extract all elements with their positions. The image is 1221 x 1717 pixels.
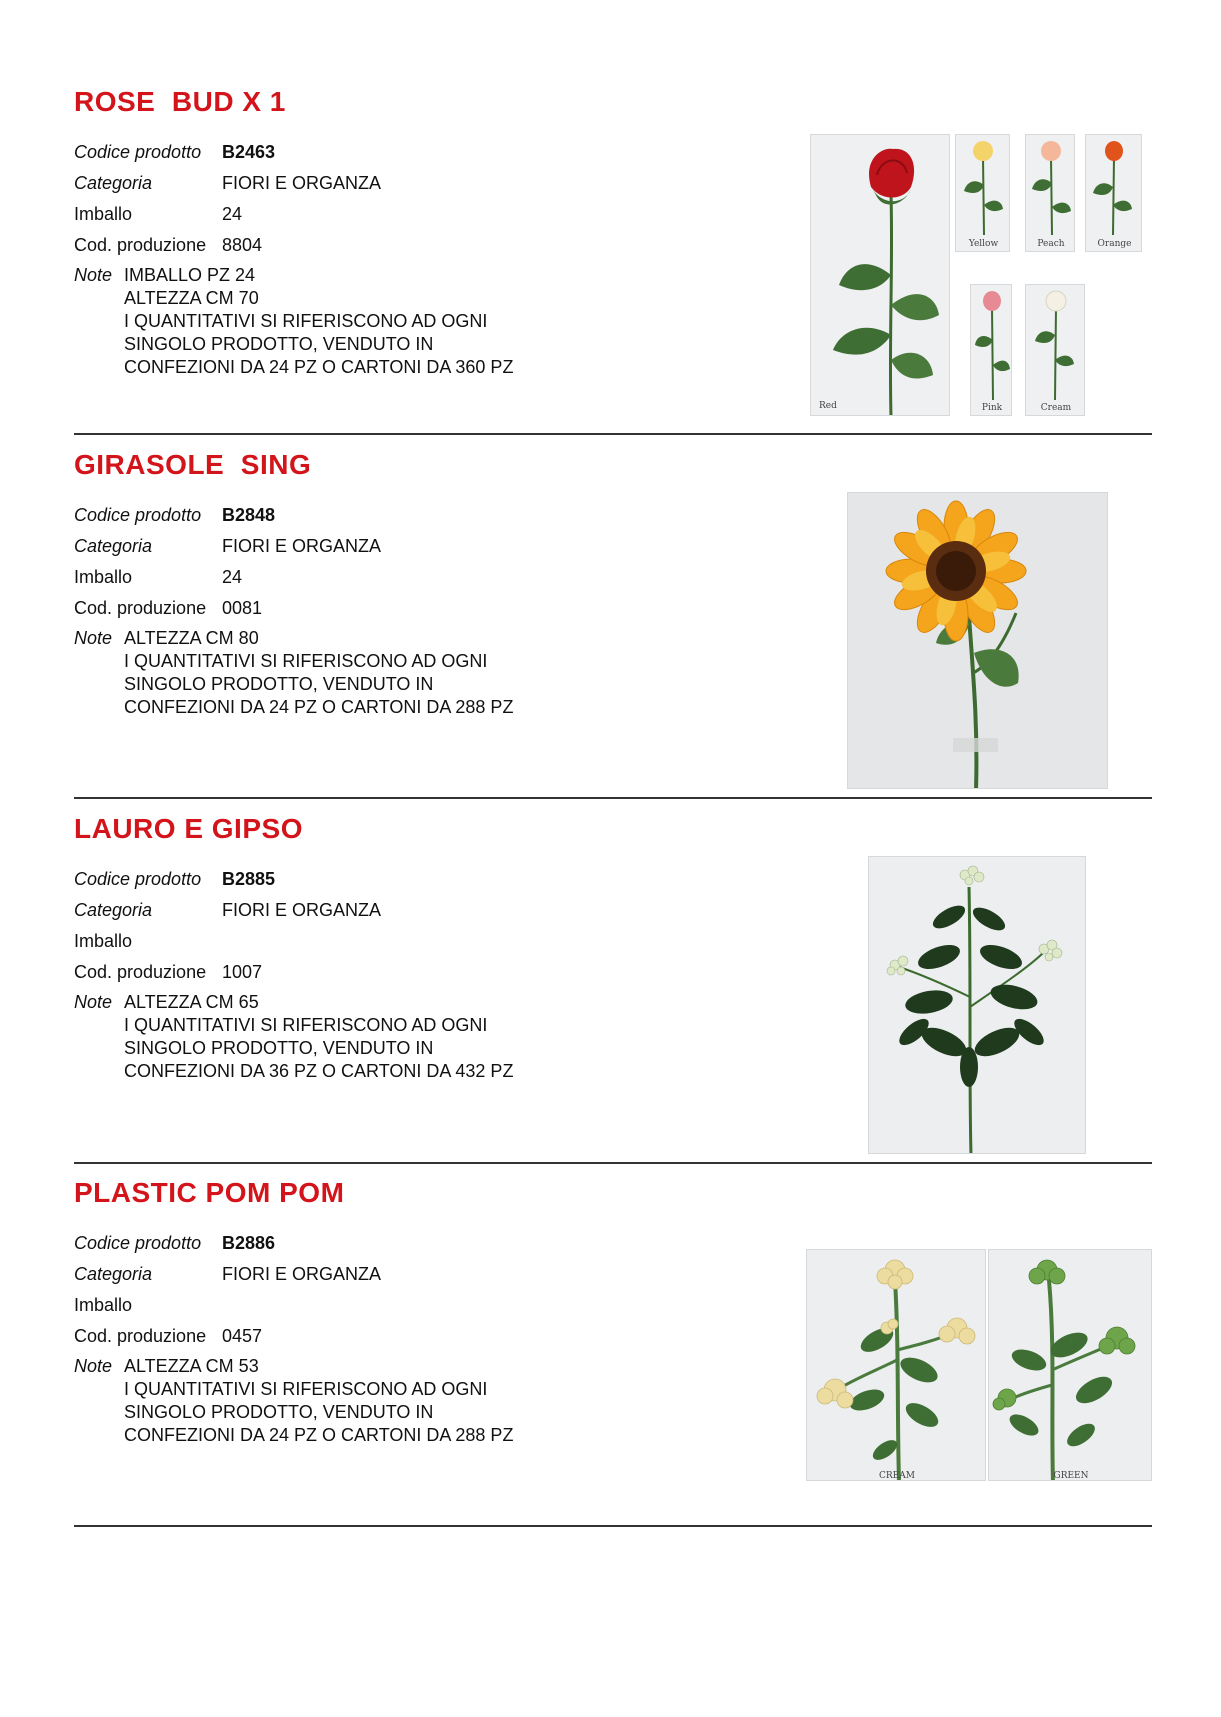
sunflower-photo: [847, 492, 1108, 789]
note-label: Note: [74, 1356, 113, 1376]
rose-pink-photo: [970, 284, 1012, 416]
imballo-value: 24: [222, 204, 243, 224]
note-line: SINGOLO PRODOTTO, VENDUTO IN: [124, 334, 434, 354]
section-divider: [74, 797, 1152, 799]
note-label: Note: [74, 992, 113, 1012]
product-title: LAURO E GIPSO: [74, 813, 303, 844]
note-line: CONFEZIONI DA 24 PZ O CARTONI DA 360 PZ: [124, 357, 514, 377]
codice-value: B2886: [222, 1233, 276, 1253]
caption-yellow: Yellow: [968, 239, 999, 249]
cod-produzione-value: 0457: [222, 1326, 263, 1346]
categoria-label: Categoria: [74, 900, 153, 920]
note-line: ALTEZZA CM 53: [124, 1356, 259, 1376]
imballo-label: Imballo: [74, 931, 133, 951]
note-text: [124, 627, 513, 719]
note-line: I QUANTITATIVI SI RIFERISCONO AD OGNI: [124, 311, 488, 331]
cod-produzione-value: 8804: [222, 235, 263, 255]
note-line: SINGOLO PRODOTTO, VENDUTO IN: [124, 1402, 434, 1422]
categoria-value: FIORI E ORGANZA: [222, 173, 382, 193]
note-line: ALTEZZA CM 70: [124, 288, 259, 308]
rose-peach-photo: [1025, 134, 1075, 252]
caption-peach: Peach: [1037, 239, 1065, 249]
note-line: IMBALLO PZ 24: [124, 265, 256, 285]
cod-produzione-value: 1007: [222, 962, 263, 982]
product-title: ROSE BUD X 1: [74, 86, 286, 117]
note-label: Note: [74, 628, 113, 648]
codice-label: Codice prodotto: [74, 1233, 202, 1253]
rose-red-photo: [810, 134, 950, 416]
section-divider: [74, 1525, 1152, 1527]
note-line: SINGOLO PRODOTTO, VENDUTO IN: [124, 1038, 434, 1058]
imballo-label: Imballo: [74, 1295, 133, 1315]
note-line: ALTEZZA CM 65: [124, 992, 259, 1012]
note-line: CONFEZIONI DA 24 PZ O CARTONI DA 288 PZ: [124, 1425, 514, 1445]
categoria-value: FIORI E ORGANZA: [222, 900, 382, 920]
product-title: GIRASOLE SING: [74, 449, 312, 480]
imballo-label: Imballo: [74, 204, 133, 224]
rose-yellow-photo: [955, 134, 1010, 252]
cod-produzione-label: Cod. produzione: [74, 962, 207, 982]
pom-pom-cream-photo: [806, 1249, 986, 1481]
caption-green: GREEN: [1053, 1471, 1089, 1481]
codice-value: B2463: [222, 142, 276, 162]
cod-produzione-label: Cod. produzione: [74, 598, 207, 618]
note-line: SINGOLO PRODOTTO, VENDUTO IN: [124, 674, 434, 694]
categoria-label: Categoria: [74, 536, 153, 556]
codice-label: Codice prodotto: [74, 869, 202, 889]
cod-produzione-value: 0081: [222, 598, 263, 618]
rose-cream-photo: [1025, 284, 1085, 416]
pom-pom-green-photo: [988, 1249, 1152, 1481]
caption-pink: Pink: [981, 403, 1003, 413]
note-text: [124, 991, 513, 1083]
note-text: [124, 264, 513, 379]
caption-orange: Orange: [1097, 239, 1132, 249]
imballo-label: Imballo: [74, 567, 133, 587]
categoria-value: FIORI E ORGANZA: [222, 536, 382, 556]
lauro-gipso-photo: [868, 856, 1086, 1154]
product-title: PLASTIC POM POM: [74, 1177, 345, 1208]
section-divider: [74, 433, 1152, 435]
note-label: Note: [74, 265, 113, 285]
cod-produzione-label: Cod. produzione: [74, 1326, 207, 1346]
note-line: I QUANTITATIVI SI RIFERISCONO AD OGNI: [124, 651, 488, 671]
imballo-value: 24: [222, 567, 243, 587]
section-divider: [74, 1162, 1152, 1164]
codice-value: B2848: [222, 505, 276, 525]
codice-label: Codice prodotto: [74, 142, 202, 162]
note-line: CONFEZIONI DA 24 PZ O CARTONI DA 288 PZ: [124, 697, 514, 717]
caption-cream: CREAM: [879, 1471, 915, 1481]
note-line: I QUANTITATIVI SI RIFERISCONO AD OGNI: [124, 1379, 488, 1399]
note-text: [124, 1355, 513, 1447]
categoria-label: Categoria: [74, 1264, 153, 1284]
caption-cream: Cream: [1040, 403, 1072, 413]
codice-label: Codice prodotto: [74, 505, 202, 525]
note-line: ALTEZZA CM 80: [124, 628, 259, 648]
rose-orange-photo: [1085, 134, 1142, 252]
cod-produzione-label: Cod. produzione: [74, 235, 207, 255]
categoria-value: FIORI E ORGANZA: [222, 1264, 382, 1284]
caption-red: Red: [819, 401, 837, 411]
note-line: CONFEZIONI DA 36 PZ O CARTONI DA 432 PZ: [124, 1061, 514, 1081]
categoria-label: Categoria: [74, 173, 153, 193]
codice-value: B2885: [222, 869, 276, 889]
note-line: I QUANTITATIVI SI RIFERISCONO AD OGNI: [124, 1015, 488, 1035]
